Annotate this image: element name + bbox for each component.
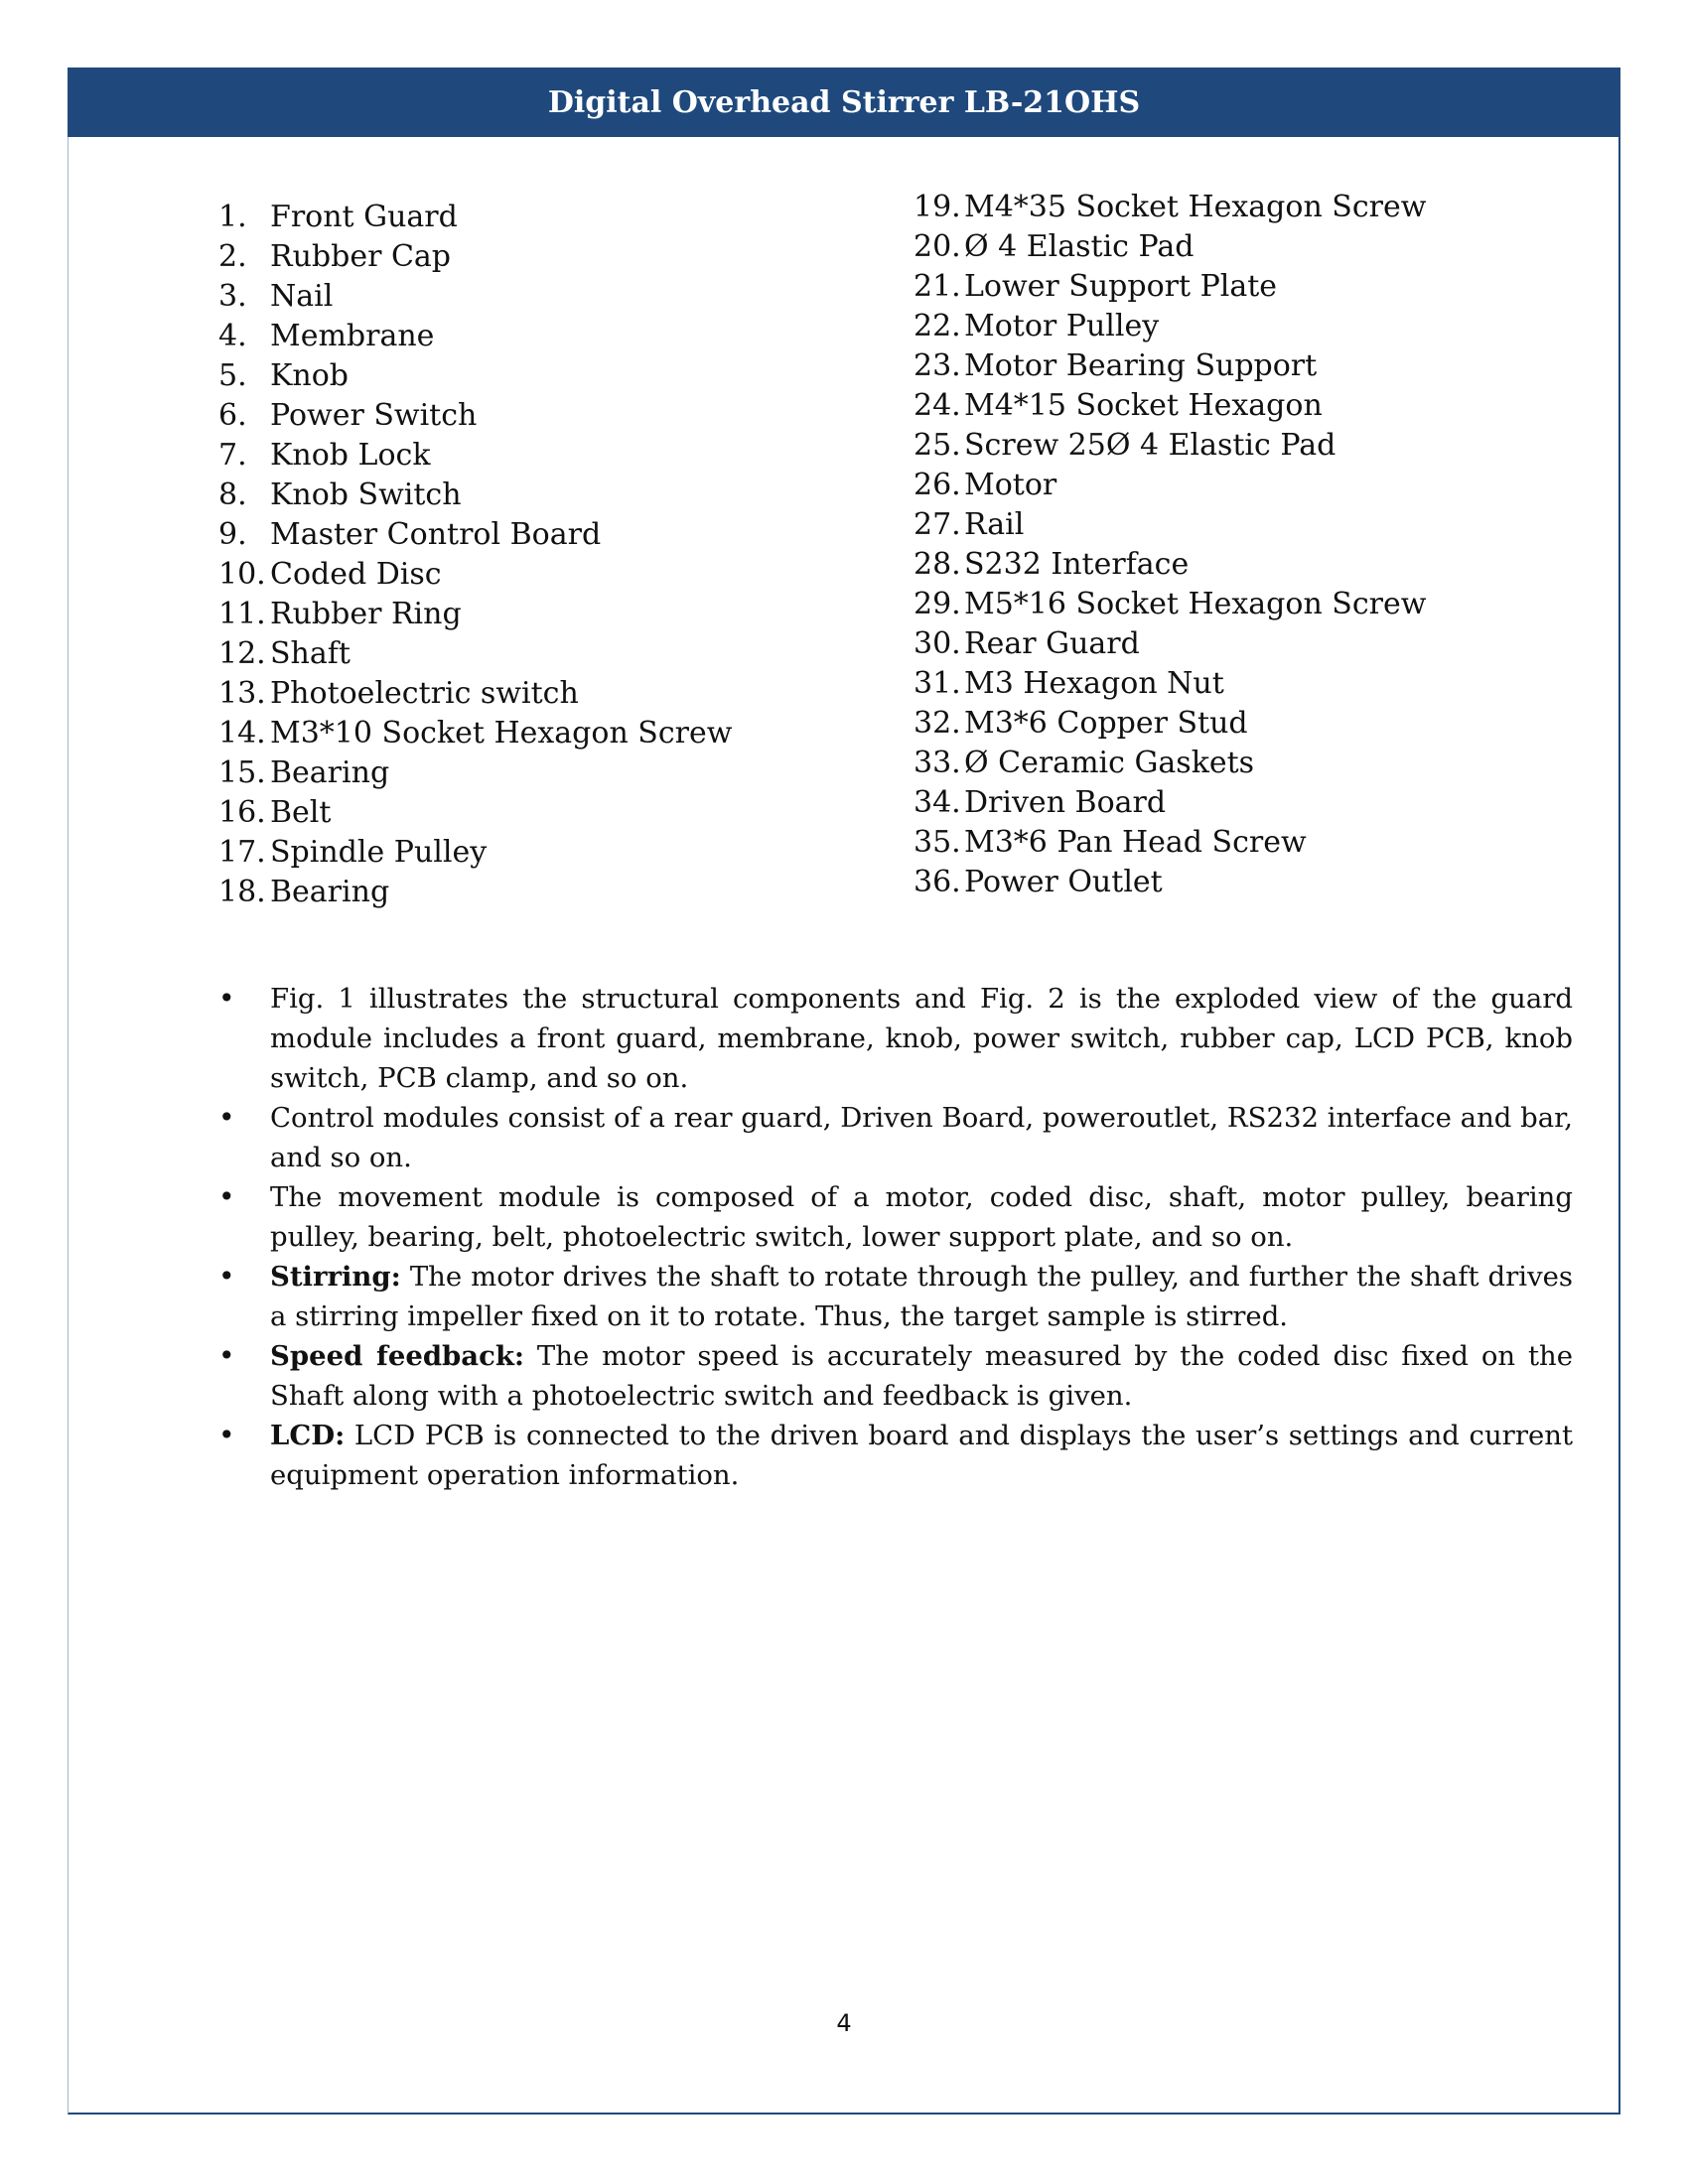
list-item xyxy=(218,714,732,753)
item-label: Front Guard xyxy=(270,200,458,234)
list-item xyxy=(914,664,1426,704)
item-label: Ø Ceramic Gaskets xyxy=(964,746,1255,780)
item-number: 29. xyxy=(914,587,961,621)
bullet-icon: • xyxy=(218,1180,235,1213)
item-number: 8. xyxy=(218,478,247,512)
item-number: 34. xyxy=(914,785,961,820)
item-number: 36. xyxy=(914,865,961,899)
item-label: Rubber Ring xyxy=(270,597,462,631)
list-item xyxy=(914,346,1426,386)
list-item xyxy=(914,227,1426,267)
item-number: 28. xyxy=(914,547,961,582)
item-label: Rail xyxy=(964,507,1025,542)
item-label: Ø 4 Elastic Pad xyxy=(964,229,1195,264)
list-item xyxy=(914,466,1426,505)
list-item xyxy=(218,476,732,515)
list-item xyxy=(218,277,732,317)
header-bar xyxy=(68,68,1620,137)
list-item xyxy=(914,744,1426,783)
parts-list-right xyxy=(914,188,1426,902)
list-item xyxy=(914,624,1426,664)
item-label: Spindle Pulley xyxy=(270,835,488,870)
item-number: 13. xyxy=(218,676,266,711)
list-item xyxy=(218,833,732,873)
description-bullets xyxy=(218,979,1573,1495)
item-label: Knob xyxy=(270,358,349,393)
item-label: S232 Interface xyxy=(964,547,1190,582)
item-number: 19. xyxy=(914,190,961,224)
item-label: Belt xyxy=(270,795,332,830)
bullet-icon: • xyxy=(218,1101,235,1134)
item-label: Power Outlet xyxy=(964,865,1163,899)
item-number: 24. xyxy=(914,388,961,423)
list-item xyxy=(218,753,732,793)
item-number: 6. xyxy=(218,398,247,433)
bullet-icon: • xyxy=(218,982,235,1015)
list-item xyxy=(218,317,732,356)
list-item xyxy=(218,356,732,396)
item-number: 7. xyxy=(218,438,247,473)
item-number: 35. xyxy=(914,825,961,860)
bullet-text: Control modules consist of a rear guard, Driven Board, poweroutlet, RS232 interface and bar, and so on. xyxy=(270,1102,1573,1173)
bullet-item xyxy=(218,1098,1573,1177)
list-item xyxy=(218,198,732,237)
bullet-item xyxy=(218,979,1573,1098)
item-label: Driven Board xyxy=(964,785,1167,820)
item-number: 18. xyxy=(218,875,266,909)
list-item xyxy=(914,585,1426,624)
item-label: Rear Guard xyxy=(964,626,1140,661)
item-label: M5*16 Socket Hexagon Screw xyxy=(964,587,1427,621)
bullet-text: The motor speed is accurately measured by the coded disc fixed on the Shaft along with a photoelectric switch and feedback is given. xyxy=(270,1340,1573,1412)
item-number: 33. xyxy=(914,746,961,780)
item-label: Shaft xyxy=(270,636,351,671)
list-item xyxy=(218,396,732,436)
list-item xyxy=(914,704,1426,744)
list-item xyxy=(914,426,1426,466)
item-number: 5. xyxy=(218,358,247,393)
item-number: 12. xyxy=(218,636,266,671)
list-item xyxy=(914,307,1426,346)
list-item xyxy=(218,237,732,277)
list-item xyxy=(218,674,732,714)
item-label: Bearing xyxy=(270,755,390,790)
item-label: M3*6 Copper Stud xyxy=(964,706,1248,741)
item-number: 21. xyxy=(914,269,961,304)
item-number: 22. xyxy=(914,309,961,343)
bullet-text: Fig. 1 illustrates the structural components and Fig. 2 is the exploded view of the guard module includes a front guard, membrane, knob, power switch, rubber cap, LCD PCB, knob switch, PCB clamp, and so on. xyxy=(270,983,1573,1094)
item-number: 16. xyxy=(218,795,266,830)
list-item xyxy=(218,873,732,912)
item-label: Screw 25Ø 4 Elastic Pad xyxy=(964,428,1336,463)
item-number: 11. xyxy=(218,597,266,631)
item-number: 1. xyxy=(218,200,247,234)
item-label: Nail xyxy=(270,279,334,314)
item-number: 31. xyxy=(914,666,961,701)
bullet-text: The movement module is composed of a motor, coded disc, shaft, motor pulley, bearing pulley, bearing, belt, photoelectric switch, lower support plate, and so on. xyxy=(270,1181,1573,1253)
item-label: Knob Lock xyxy=(270,438,431,473)
bullet-icon: • xyxy=(218,1260,235,1293)
item-label: Master Control Board xyxy=(270,517,602,552)
bullet-icon: • xyxy=(218,1339,235,1372)
item-number: 30. xyxy=(914,626,961,661)
list-item xyxy=(218,515,732,555)
item-label: M3*10 Socket Hexagon Screw xyxy=(270,716,733,751)
item-label: Motor Bearing Support xyxy=(964,348,1318,383)
item-number: 20. xyxy=(914,229,961,264)
item-label: M4*15 Socket Hexagon xyxy=(964,388,1323,423)
item-number: 32. xyxy=(914,706,961,741)
item-label: Photoelectric switch xyxy=(270,676,579,711)
list-item xyxy=(914,863,1426,902)
item-label: M4*35 Socket Hexagon Screw xyxy=(964,190,1427,224)
list-item xyxy=(218,555,732,595)
item-label: Power Switch xyxy=(270,398,478,433)
list-item xyxy=(914,823,1426,863)
list-item xyxy=(218,436,732,476)
item-number: 25. xyxy=(914,428,961,463)
item-label: Membrane xyxy=(270,319,435,353)
list-item xyxy=(914,386,1426,426)
item-label: M3 Hexagon Nut xyxy=(964,666,1224,701)
item-number: 2. xyxy=(218,239,247,274)
list-item xyxy=(914,783,1426,823)
list-item xyxy=(914,545,1426,585)
list-item xyxy=(218,595,732,634)
item-number: 3. xyxy=(218,279,247,314)
list-item xyxy=(218,793,732,833)
item-number: 15. xyxy=(218,755,266,790)
item-label: Knob Switch xyxy=(270,478,462,512)
item-label: Rubber Cap xyxy=(270,239,451,274)
item-label: Coded Disc xyxy=(270,557,442,592)
page-title: Digital Overhead Stirrer LB-21OHS xyxy=(547,84,1141,120)
bullet-text: LCD PCB is connected to the driven board and displays the user’s settings and current equipment operation information. xyxy=(270,1420,1573,1491)
item-label: Motor Pulley xyxy=(964,309,1160,343)
item-number: 4. xyxy=(218,319,247,353)
item-number: 14. xyxy=(218,716,266,751)
list-item xyxy=(914,188,1426,227)
item-label: Lower Support Plate xyxy=(964,269,1278,304)
bullet-heading: Stirring: xyxy=(270,1261,401,1293)
bullet-item xyxy=(218,1257,1573,1336)
bullet-text: The motor drives the shaft to rotate through the pulley, and further the shaft drives a stirring impeller fixed on it to rotate. Thus, the target sample is stirred. xyxy=(270,1261,1573,1332)
bullet-item xyxy=(218,1336,1573,1416)
bullet-icon: • xyxy=(218,1419,235,1451)
list-item xyxy=(218,634,732,674)
list-item xyxy=(914,267,1426,307)
parts-list-left xyxy=(218,198,732,912)
item-label: M3*6 Pan Head Screw xyxy=(964,825,1307,860)
list-item xyxy=(914,505,1426,545)
item-number: 9. xyxy=(218,517,247,552)
item-number: 10. xyxy=(218,557,266,592)
item-number: 26. xyxy=(914,468,961,502)
item-label: Bearing xyxy=(270,875,390,909)
item-number: 27. xyxy=(914,507,961,542)
bullet-item xyxy=(218,1177,1573,1257)
bullet-item xyxy=(218,1416,1573,1495)
page-number: 4 xyxy=(836,2009,852,2037)
bullet-heading: LCD: xyxy=(270,1420,346,1451)
item-number: 23. xyxy=(914,348,961,383)
item-label: Motor xyxy=(964,468,1057,502)
item-number: 17. xyxy=(218,835,266,870)
bullet-heading: Speed feedback: xyxy=(270,1340,525,1372)
